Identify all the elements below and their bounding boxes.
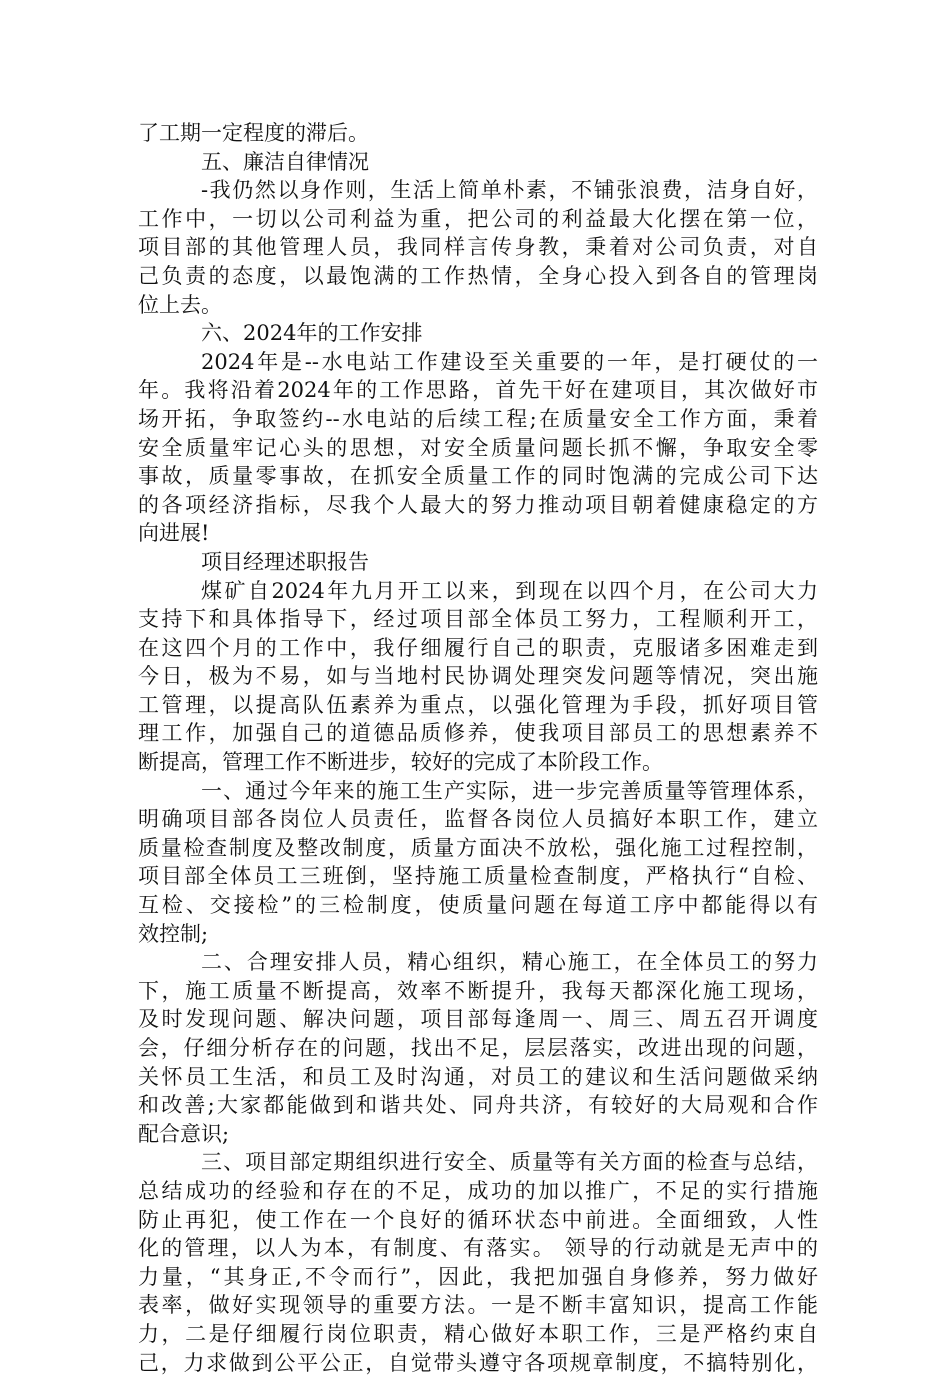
text-line: 今日，极为不易，如与当地村民协调处理突发问题等情况，突出施 xyxy=(138,664,818,689)
text-line: 理工作，加强自己的道德品质修养，使我项目部员工的思想素养不 xyxy=(138,721,818,746)
text-line: 向进展! xyxy=(138,521,210,546)
text-line: 及时发现问题、解决问题，项目部每逢周一、周三、周五召开调度 xyxy=(138,1007,818,1032)
text-line: 年。我将沿着2024年的工作思路，首先干好在建项目，其次做好市 xyxy=(138,378,818,403)
text-line: 己负责的态度，以最饱满的工作热情，全身心投入到各自的管理岗 xyxy=(138,263,818,288)
text-line: -我仍然以身作则，生活上简单朴素，不铺张浪费，洁身自好， xyxy=(201,178,818,203)
text-line: 表率，做好实现领导的重要方法。一是不断丰富知识，提高工作能 xyxy=(138,1293,818,1318)
text-line: 三、项目部定期组织进行安全、质量等有关方面的检查与总结， xyxy=(201,1150,818,1175)
text-line: 关怀员工生活，和员工及时沟通，对员工的建议和生活问题做采纳 xyxy=(138,1064,818,1089)
text-line: 工管理，以提高队伍素养为重点，以强化管理为手段，抓好项目管 xyxy=(138,692,818,717)
text-line: 和改善;大家都能做到和谐共处、同舟共济，有较好的大局观和合作 xyxy=(138,1093,818,1118)
text-line: 了工期一定程度的滞后。 xyxy=(138,121,369,145)
document-body xyxy=(138,119,818,1377)
text-line: 总结成功的经验和存在的不足，成功的加以推广，不足的实行措施 xyxy=(138,1178,818,1203)
text-line: 的各项经济指标，尽我个人最大的努力推动项目朝着健康稳定的方 xyxy=(138,492,818,517)
text-line: 煤矿自2024年九月开工以来，到现在以四个月，在公司大力 xyxy=(201,578,818,603)
text-line: 会，仔细分析存在的问题，找出不足，层层落实，改进出现的问题， xyxy=(138,1036,818,1060)
text-line: 效控制; xyxy=(138,921,209,946)
text-line: 下，施工质量不断提高，效率不断提升，我每天都深化施工现场， xyxy=(138,978,818,1003)
text-line: 六、2024年的工作安排 xyxy=(201,321,423,346)
text-line: 安全质量牢记心头的思想，对安全质量问题长抓不懈，争取安全零 xyxy=(138,435,818,460)
text-line: 一、通过今年来的施工生产实际，进一步完善质量等管理体系， xyxy=(201,778,818,803)
text-line: 明确项目部各岗位人员责任，监督各岗位人员搞好本职工作，建立 xyxy=(138,807,818,832)
text-line: 场开拓，争取签约--水电站的后续工程;在质量安全工作方面，秉着 xyxy=(138,406,818,431)
text-line: 项目部的其他管理人员，我同样言传身教，秉着对公司负责，对自 xyxy=(138,235,818,260)
text-line: 质量检查制度及整改制度，质量方面决不放松，强化施工过程控制， xyxy=(138,835,818,860)
text-line: 力量，“其身正,不令而行”，因此，我把加强自身修养，努力做好 xyxy=(138,1264,818,1289)
text-line: 位上去。 xyxy=(138,292,222,317)
text-line: 五、廉洁自律情况 xyxy=(201,149,369,174)
text-line: 化的管理，以人为本，有制度、有落实。 领导的行动就是无声中的 xyxy=(138,1236,818,1261)
text-line: 力，二是仔细履行岗位职责，精心做好本职工作，三是严格约束自 xyxy=(138,1321,818,1346)
text-line: 配合意识; xyxy=(138,1121,230,1146)
text-line: 支持下和具体指导下，经过项目部全体员工努力，工程顺利开工， xyxy=(138,607,818,632)
text-line: 互检、交接检”的三检制度，使质量问题在每道工序中都能得以有 xyxy=(138,893,818,918)
text-line: 2024年是--水电站工作建设至关重要的一年，是打硬仗的一 xyxy=(201,349,818,374)
text-line: 断提高，管理工作不断进步，较好的完成了本阶段工作。 xyxy=(138,750,663,775)
text-line: 事故，质量零事故，在抓安全质量工作的同时饱满的完成公司下达 xyxy=(138,464,818,489)
text-line: 工作中，一切以公司利益为重，把公司的利益最大化摆在第一位， xyxy=(138,206,818,231)
text-line: 项目经理述职报告 xyxy=(201,549,369,574)
text-line: 在这四个月的工作中，我仔细履行自己的职责，克服诸多困难走到 xyxy=(138,635,818,660)
text-line: 己，力求做到公平公正，自觉带头遵守各项规章制度，不搞特别化， xyxy=(138,1350,818,1375)
text-line: 项目部全体员工三班倒，坚持施工质量检查制度，严格执行“自检、 xyxy=(138,864,818,889)
text-line: 防止再犯，使工作在一个良好的循环状态中前进。全面细致，人性 xyxy=(138,1207,818,1232)
text-line: 二、合理安排人员，精心组织，精心施工，在全体员工的努力 xyxy=(201,950,818,975)
